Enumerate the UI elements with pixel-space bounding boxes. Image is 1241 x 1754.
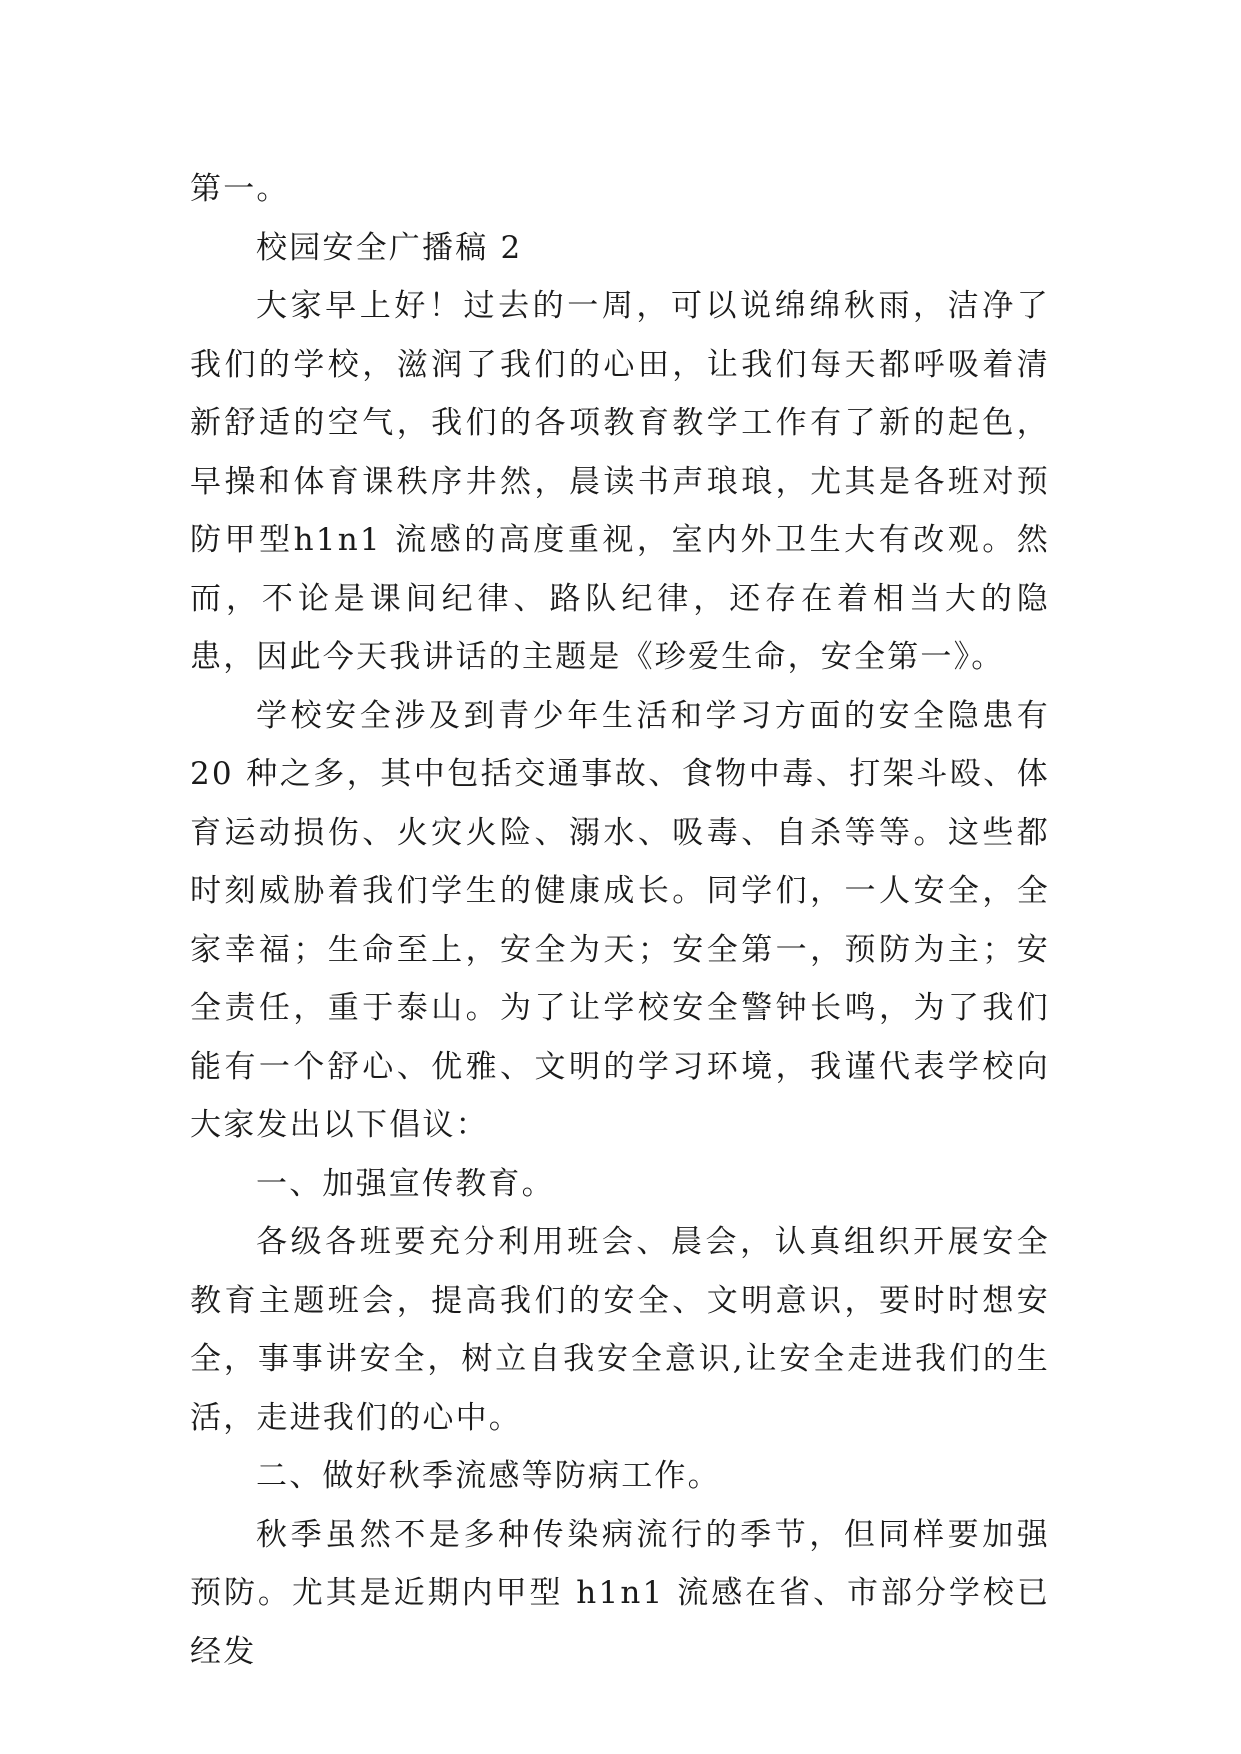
paragraph-greeting: 大家早上好！过去的一周，可以说绵绵秋雨，洁净了我们的学校，滋润了我们的心田，让我们每天都呼吸着清新舒适的空气，我们的各项教育教学工作有了新的起色，早操和体育课秩序井然，晨读书声琅琅，尤其是各班对预防甲型h1n1 流感的高度重视，室内外卫生大有改观。然而，不论是课间纪律、路队纪律，还存在着相当大的隐患，因此今天我讲话的主题是《珍爱生命，安全第一》。	[190, 288, 1050, 675]
list-item-heading-1: 一、加强宣传教育。	[256, 1165, 555, 1202]
list-item-body-2: 秋季虽然不是多种传染病流行的季节，但同样要加强预防。尤其是近期内甲型 h1n1 流感在省、市部分学校已经发	[190, 1516, 1050, 1670]
paragraph-hazards: 学校安全涉及到青少年生活和学习方面的安全隐患有 20 种之多，其中包括交通事故、食物中毒、打架斗殴、体育运动损伤、火灾火险、溺水、吸毒、自杀等等。这些都时刻威胁着我们学生的健康成长。同学们，一人安全，全家幸福；生命至上，安全为天；安全第一，预防为主；安全责任，重于泰山。为了让学校安全警钟长鸣，为了我们能有一个舒心、优雅、文明的学习环境，我谨代表学校向大家发出以下倡议：	[190, 697, 1050, 1143]
paragraph-continuation: 第一。	[190, 171, 290, 207]
section-title: 校园安全广播稿 2	[256, 229, 523, 266]
list-item-body-1: 各级各班要充分利用班会、晨会，认真组织开展安全教育主题班会，提高我们的安全、文明意识，要时时想安全，事事讲安全，树立自我安全意识,让安全走进我们的生活，走进我们的心中。	[190, 1224, 1050, 1436]
document-body	[190, 160, 1050, 1681]
list-item-heading-2: 二、做好秋季流感等防病工作。	[256, 1458, 721, 1494]
